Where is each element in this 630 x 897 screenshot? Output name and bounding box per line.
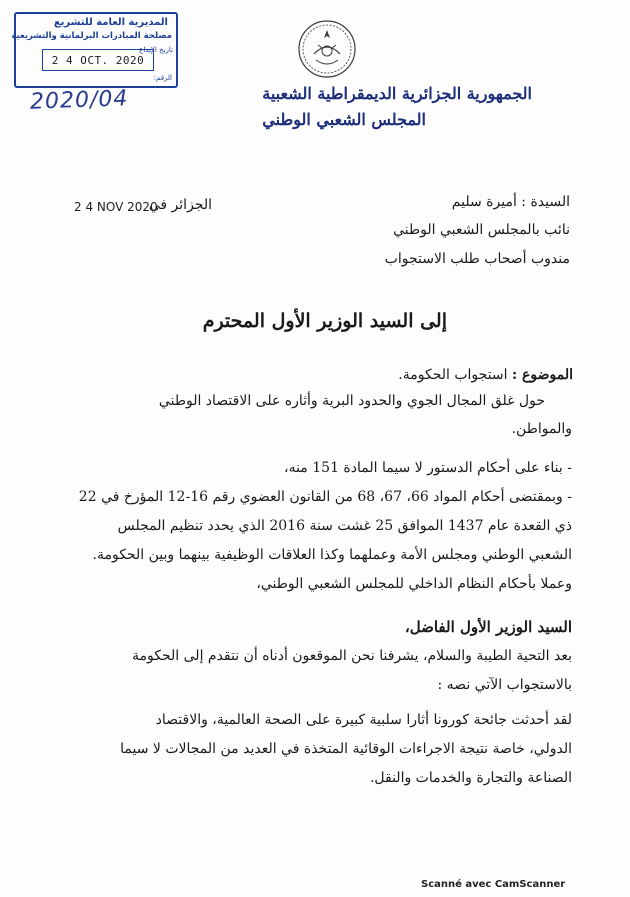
subject-body-line-2: والمواطن. [511, 421, 572, 437]
subject-body-line-1: حول غلق المجال الجوي والحدود البرية وأثاره على الاقتصاد الوطني [158, 393, 545, 409]
basis-line: - بناء على أحكام الدستور لا سيما المادة 151 منه، [284, 460, 572, 476]
stamp-service: مصلحة المبادرات البرلمانية والتشريعية [11, 31, 172, 41]
subject-label: الموضوع : [512, 367, 573, 383]
basis-line: ذي القعدة عام 1437 الموافق 25 غشت سنة 2016 الذي يحدد تنظيم المجلس [117, 518, 572, 534]
stamp-date-label: تاريخ الإيداع [139, 46, 173, 54]
salutation: السيد الوزير الأول الفاضل، [404, 618, 572, 636]
subject-line [398, 367, 573, 383]
sender-delegate: مندوب أصحاب طلب الاستجواب [384, 251, 570, 267]
content-line: الدولي، خاصة نتيجة الاجراءات الوقائية المتخذة في العديد من المجالات لا سيما [120, 741, 572, 757]
subject-text: استجواب الحكومة. [398, 367, 508, 383]
sender-name: السيدة : أميرة سليم [451, 194, 570, 210]
content-line: بالاستجواب الآتي نصه : [437, 677, 572, 693]
dateline-date: 2 4 NOV 2020 [74, 200, 158, 214]
content-line: لقد أحدثت جائحة كورونا أثارا سلبية كبيرة على الصحة العالمية، والاقتصاد [155, 712, 572, 728]
handwritten-reference-number: 2020/04 [29, 86, 129, 115]
stamp-number-label: الرقم: [153, 74, 172, 82]
assembly-title: المجلس الشعبي الوطني [262, 110, 426, 129]
republic-title: الجمهورية الجزائرية الديمقراطية الشعبية [262, 84, 532, 103]
reception-stamp [11, 12, 178, 88]
sender-role: نائب بالمجلس الشعبي الوطني [393, 222, 570, 238]
stamp-date: 2 4 OCT. 2020 [51, 53, 145, 67]
recipient-heading: إلى السيد الوزير الأول المحترم [202, 310, 447, 332]
basis-line: - وبمقتضى أحكام المواد 66، 67، 68 من القانون العضوي رقم 16-12 المؤرخ في 22 [78, 489, 572, 505]
national-emblem-icon [296, 18, 358, 80]
basis-line: الشعبي الوطني ومجلس الأمة وعملهما وكذا العلاقات الوظيفية بينهما وبين الحكومة. [92, 547, 572, 563]
stamp-date-box [42, 49, 154, 71]
stamp-directorate: المديرية العامة للتشريع [53, 17, 168, 28]
scanner-watermark: Scanné avec CamScanner [421, 879, 566, 890]
dateline-place: الجزائر في [148, 197, 212, 213]
content-line: الصناعة والتجارة والخدمات والنقل. [369, 770, 572, 786]
content-line: بعد التحية الطيبة والسلام، يشرفنا نحن الموقعون أدناه أن نتقدم إلى الحكومة [132, 648, 572, 664]
basis-line: وعملا بأحكام النظام الداخلي للمجلس الشعبي الوطني، [256, 576, 572, 592]
